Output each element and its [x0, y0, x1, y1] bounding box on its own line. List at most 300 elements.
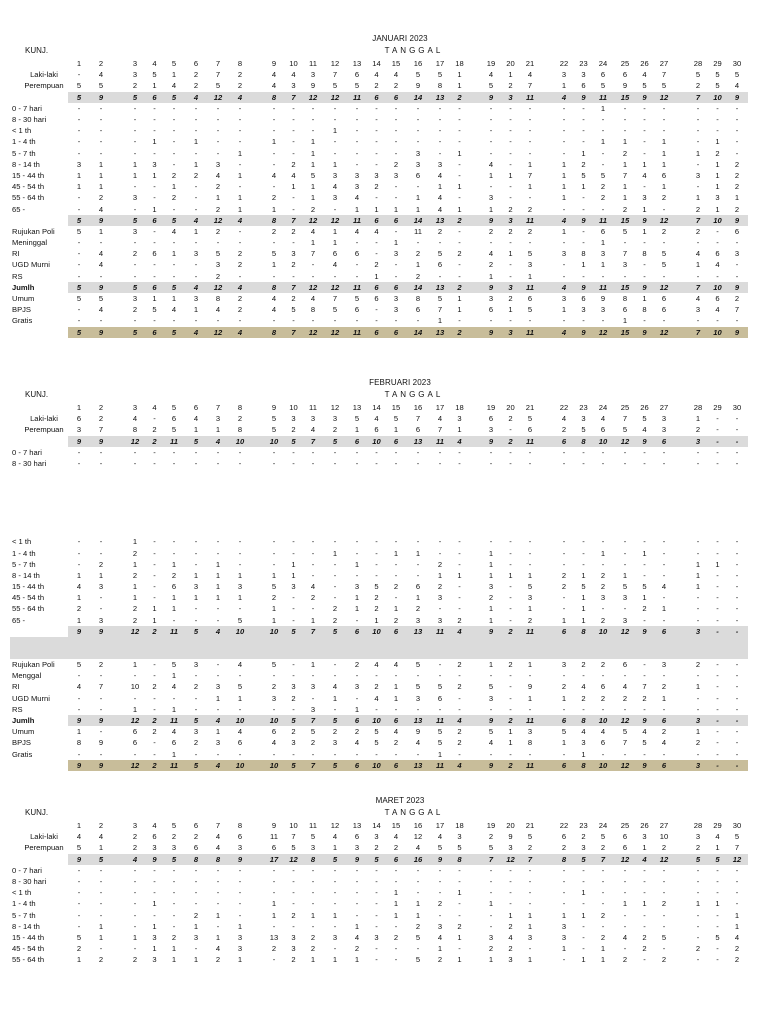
value-cell: 1: [600, 137, 606, 147]
value-cell: -: [172, 103, 176, 113]
value-cell: -: [735, 425, 739, 435]
value-cell: 5: [527, 249, 533, 259]
value-cell: -: [623, 548, 627, 558]
value-cell: [675, 921, 687, 932]
value-cell: 3: [488, 193, 494, 203]
value-cell: 3: [488, 425, 494, 435]
value-cell: [112, 748, 124, 759]
value-cell: -: [528, 671, 532, 681]
value-cell: -: [238, 126, 242, 136]
value-cell: 4: [291, 70, 296, 80]
day-number: 11: [309, 403, 317, 413]
value-cell: -: [238, 888, 242, 898]
value-cell: 8: [642, 249, 647, 259]
row-label: BPJS: [12, 305, 31, 315]
value-cell: -: [416, 137, 420, 147]
value-cell: [251, 327, 263, 338]
value-cell: 3: [642, 193, 647, 203]
value-cell: 9: [527, 682, 533, 692]
value-cell: -: [394, 704, 398, 714]
value-cell: -: [292, 238, 295, 248]
value-cell: 6: [553, 715, 575, 726]
value-cell: 10: [130, 682, 140, 692]
value-cell: -: [643, 704, 646, 714]
value-cell: 5: [185, 626, 207, 637]
value-cell: -: [643, 910, 646, 920]
value-cell: 1: [310, 159, 316, 169]
value-cell: 9: [68, 715, 90, 726]
value-cell: 1: [457, 294, 462, 304]
value-cell: 5: [171, 425, 177, 435]
value-cell: -: [238, 749, 242, 759]
value-cell: -: [662, 749, 666, 759]
value-cell: -: [509, 193, 512, 203]
value-cell: -: [662, 238, 666, 248]
value-cell: -: [133, 671, 137, 681]
value-cell: 1: [415, 548, 421, 558]
value-cell: -: [375, 899, 378, 909]
value-cell: -: [272, 447, 276, 457]
value-cell: 3: [687, 436, 709, 447]
value-cell: -: [662, 537, 666, 547]
value-cell: 1: [622, 899, 628, 909]
value-cell: [468, 547, 480, 558]
value-cell: [468, 125, 480, 136]
value-cell: -: [696, 271, 700, 281]
value-cell: [251, 681, 263, 692]
value-cell: -: [643, 877, 646, 887]
value-cell: 1: [508, 70, 513, 80]
value-cell: 1: [310, 238, 316, 248]
value-cell: [251, 237, 263, 248]
value-cell: 12: [413, 832, 423, 842]
value-cell: 1: [642, 204, 647, 214]
value-cell: -: [375, 671, 378, 681]
value-cell: 1: [152, 899, 157, 909]
value-cell: [541, 282, 553, 293]
value-cell: 5: [310, 727, 316, 737]
value-cell: 5: [324, 626, 346, 637]
value-cell: 3: [437, 921, 443, 931]
empty-cell: [68, 525, 748, 536]
value-cell: -: [562, 459, 566, 469]
row-label: 8 - 14 th: [12, 570, 40, 580]
value-cell: 2: [171, 193, 177, 203]
value-cell: 2: [310, 204, 316, 214]
value-cell: [675, 315, 687, 326]
value-cell: -: [292, 899, 295, 909]
value-cell: -: [216, 238, 220, 248]
value-cell: -: [194, 316, 198, 326]
value-cell: 5: [98, 81, 104, 91]
value-cell: -: [238, 877, 242, 887]
value-cell: [675, 447, 687, 458]
value-cell: -: [172, 877, 176, 887]
value-cell: 4: [229, 282, 251, 293]
value-cell: 3: [622, 615, 628, 625]
value-cell: -: [662, 910, 666, 920]
value-cell: -: [272, 704, 276, 714]
value-cell: -: [133, 103, 137, 113]
value-cell: 1: [171, 249, 177, 259]
value-cell: 2: [695, 425, 701, 435]
value-cell: -: [416, 749, 420, 759]
value-cell: -: [355, 126, 359, 136]
value-cell: 9: [146, 854, 163, 865]
value-cell: -: [272, 749, 276, 759]
value-cell: 3: [581, 843, 586, 853]
value-cell: 9: [90, 436, 112, 447]
day-number: 23: [579, 821, 588, 831]
value-cell: [112, 103, 124, 114]
value-cell: -: [99, 865, 103, 875]
value-cell: 4: [695, 249, 701, 259]
day-number: 20: [506, 59, 515, 69]
value-cell: 1: [508, 570, 513, 580]
value-cell: 2: [354, 660, 360, 670]
value-cell: 7: [291, 832, 296, 842]
value-cell: [468, 203, 480, 214]
value-cell: 4: [374, 693, 379, 703]
value-cell: 12: [124, 626, 146, 637]
value-cell: -: [662, 704, 666, 714]
table-row: [10, 536, 748, 547]
value-cell: -: [77, 193, 81, 203]
day-number: 7: [215, 59, 221, 69]
value-cell: 9: [636, 92, 653, 103]
value-cell: -: [623, 459, 627, 469]
value-cell: [251, 581, 263, 592]
value-cell: 1: [508, 170, 513, 180]
value-cell: 8: [575, 760, 592, 771]
value-cell: -: [355, 671, 359, 681]
value-cell: 7: [642, 682, 647, 692]
value-cell: 9: [622, 81, 628, 91]
value-cell: [675, 842, 687, 853]
day-number-row: [10, 58, 748, 69]
value-cell: 7: [687, 327, 709, 338]
value-cell: 1: [98, 932, 104, 942]
value-cell: [468, 615, 480, 626]
value-cell: 2: [695, 944, 701, 954]
value-cell: 1: [332, 238, 338, 248]
value-cell: 4: [451, 715, 468, 726]
value-cell: -: [375, 704, 378, 714]
value-cell: 1: [332, 226, 338, 236]
table-row: [10, 760, 748, 771]
day-number: 1: [76, 59, 82, 69]
value-cell: 1: [695, 193, 701, 203]
value-cell: -: [662, 944, 666, 954]
value-cell: 4: [553, 327, 575, 338]
value-cell: 1: [561, 226, 567, 236]
value-cell: -: [623, 271, 627, 281]
value-cell: -: [623, 749, 627, 759]
value-cell: 1: [600, 238, 606, 248]
value-cell: 4: [98, 260, 104, 270]
value-cell: 5: [734, 70, 740, 80]
value-cell: 1: [152, 944, 157, 954]
value-cell: 1: [437, 570, 443, 580]
row-label: [10, 854, 68, 865]
value-cell: -: [709, 436, 726, 447]
value-cell: 6: [415, 170, 421, 180]
value-cell: -: [643, 137, 646, 147]
value-cell: 6: [368, 327, 385, 338]
day-number: [541, 58, 553, 69]
value-cell: -: [394, 865, 398, 875]
value-cell: -: [394, 182, 398, 192]
value-cell: 6: [600, 738, 606, 748]
day-number: 2: [98, 403, 104, 413]
table-row: [10, 659, 748, 670]
value-cell: 2: [291, 425, 296, 435]
value-cell: 2: [527, 615, 533, 625]
value-cell: 4: [207, 436, 229, 447]
value-cell: -: [99, 749, 103, 759]
value-cell: -: [311, 103, 315, 113]
value-cell: [468, 447, 480, 458]
value-cell: 3: [527, 727, 533, 737]
value-cell: -: [172, 159, 176, 169]
value-cell: -: [458, 115, 461, 125]
value-cell: -: [77, 148, 81, 158]
value-cell: -: [716, 238, 719, 248]
value-cell: -: [416, 537, 420, 547]
value-cell: 9: [726, 92, 748, 103]
value-cell: -: [643, 660, 646, 670]
value-cell: -: [509, 888, 512, 898]
value-cell: 9: [636, 760, 653, 771]
value-cell: 1: [215, 570, 221, 580]
day-number: 24: [598, 821, 608, 831]
value-cell: 4: [715, 305, 720, 315]
value-cell: 1: [76, 955, 82, 965]
value-cell: 5: [271, 660, 277, 670]
value-cell: [675, 726, 687, 737]
value-cell: 1: [581, 182, 586, 192]
value-cell: 5: [600, 832, 606, 842]
value-cell: -: [438, 103, 442, 113]
value-cell: 3: [310, 682, 316, 692]
value-cell: -: [562, 704, 566, 714]
value-cell: 1: [437, 182, 443, 192]
value-cell: 4: [124, 854, 146, 865]
value-cell: 2: [374, 593, 379, 603]
value-cell: -: [601, 704, 605, 714]
value-cell: 1: [332, 693, 338, 703]
value-cell: [541, 592, 553, 603]
value-cell: 2: [415, 604, 421, 614]
value-cell: 5: [68, 282, 90, 293]
day-number: 26: [640, 821, 649, 831]
value-cell: -: [133, 115, 137, 125]
value-cell: 3: [193, 727, 199, 737]
value-cell: -: [735, 738, 739, 748]
value-cell: 1: [457, 888, 462, 898]
value-cell: 1: [132, 170, 138, 180]
value-cell: -: [375, 865, 378, 875]
value-cell: 2: [734, 159, 740, 169]
value-cell: 5: [124, 92, 146, 103]
value-cell: -: [333, 459, 337, 469]
value-cell: 9: [575, 215, 592, 226]
value-cell: 3: [237, 932, 243, 942]
value-cell: 3: [332, 193, 338, 203]
value-cell: 5: [575, 854, 592, 865]
value-cell: -: [662, 447, 666, 457]
table-row: [10, 248, 748, 259]
value-cell: 6: [622, 843, 628, 853]
value-cell: 4: [215, 305, 221, 315]
value-cell: -: [394, 193, 398, 203]
value-cell: -: [333, 865, 337, 875]
value-cell: 3: [193, 294, 199, 304]
value-cell: -: [272, 548, 276, 558]
value-cell: [251, 282, 263, 293]
visit-table: [10, 820, 748, 965]
value-cell: -: [333, 671, 337, 681]
value-cell: -: [153, 537, 156, 547]
value-cell: [468, 737, 480, 748]
value-cell: -: [458, 604, 461, 614]
value-cell: 1: [642, 548, 647, 558]
value-cell: [468, 304, 480, 315]
value-cell: -: [623, 671, 627, 681]
value-cell: 1: [581, 260, 586, 270]
value-cell: 3: [393, 305, 399, 315]
value-cell: 1: [622, 159, 628, 169]
value-cell: -: [133, 910, 137, 920]
value-cell: 1: [715, 182, 720, 192]
value-cell: -: [528, 704, 532, 714]
value-cell: 3: [415, 148, 421, 158]
value-cell: 1: [457, 305, 462, 315]
value-cell: -: [696, 888, 700, 898]
value-cell: -: [333, 660, 337, 670]
value-cell: 3: [132, 193, 138, 203]
value-cell: 3: [527, 593, 533, 603]
value-cell: -: [528, 865, 532, 875]
value-cell: 1: [310, 910, 316, 920]
value-cell: -: [133, 693, 137, 703]
value-cell: 3: [98, 615, 104, 625]
value-cell: 1: [291, 559, 296, 569]
row-label: 15 - 44 th: [12, 582, 45, 592]
value-cell: 9: [90, 626, 112, 637]
table-row: [10, 480, 748, 491]
value-cell: 1: [393, 548, 399, 558]
value-cell: 3: [661, 425, 667, 435]
value-cell: 1: [600, 260, 606, 270]
value-cell: 5: [661, 81, 667, 91]
value-cell: 1: [76, 615, 82, 625]
value-cell: 5: [271, 425, 277, 435]
row-label: Jumlh: [10, 715, 68, 726]
value-cell: -: [416, 182, 420, 192]
value-cell: -: [153, 316, 156, 326]
value-cell: 4: [451, 760, 468, 771]
value-cell: 3: [215, 260, 221, 270]
value-cell: [541, 932, 553, 943]
value-cell: 2: [508, 921, 513, 931]
value-cell: 10: [368, 715, 385, 726]
value-cell: [468, 136, 480, 147]
value-cell: 5: [488, 843, 494, 853]
value-cell: -: [99, 593, 103, 603]
value-cell: 12: [124, 436, 146, 447]
value-cell: [675, 536, 687, 547]
day-number: [468, 58, 480, 69]
value-cell: 3: [393, 294, 399, 304]
table-row: [10, 693, 748, 704]
value-cell: -: [438, 704, 442, 714]
value-cell: 1: [600, 944, 606, 954]
value-cell: 1: [437, 749, 443, 759]
value-cell: -: [643, 459, 646, 469]
value-cell: 3: [76, 159, 82, 169]
day-number: [251, 402, 263, 413]
value-cell: 5: [437, 249, 443, 259]
value-cell: 1: [600, 548, 606, 558]
value-cell: -: [735, 126, 739, 136]
value-cell: -: [716, 316, 719, 326]
day-number: 3: [132, 59, 138, 69]
value-cell: -: [438, 537, 442, 547]
value-cell: 3: [561, 294, 567, 304]
value-cell: 3: [581, 70, 586, 80]
value-cell: [112, 181, 124, 192]
row-label: Perempuan: [24, 425, 64, 435]
value-cell: -: [333, 921, 337, 931]
value-cell: 1: [508, 249, 513, 259]
value-cell: -: [153, 660, 156, 670]
value-cell: -: [716, 693, 719, 703]
value-cell: -: [172, 537, 176, 547]
value-cell: -: [172, 115, 176, 125]
value-cell: 1: [527, 159, 533, 169]
value-cell: 1: [715, 843, 720, 853]
row-label: [10, 480, 68, 491]
value-cell: [468, 626, 480, 637]
value-cell: -: [623, 921, 627, 931]
value-cell: 4: [600, 414, 606, 424]
value-cell: 3: [332, 932, 338, 942]
value-cell: -: [172, 148, 176, 158]
value-cell: [675, 581, 687, 592]
table-row: [10, 842, 748, 853]
value-cell: [112, 327, 124, 338]
value-cell: 5: [374, 727, 379, 737]
value-cell: 5: [171, 660, 177, 670]
table-row: [10, 458, 748, 469]
value-cell: 1: [237, 148, 243, 158]
table-row: [10, 603, 748, 614]
value-cell: [468, 693, 480, 704]
value-cell: 6: [600, 226, 606, 236]
value-cell: -: [489, 888, 493, 898]
value-cell: 10: [659, 832, 669, 842]
value-cell: 3: [152, 843, 157, 853]
value-cell: 3: [508, 843, 513, 853]
value-cell: -: [77, 693, 81, 703]
row-label: Gratis: [12, 749, 33, 759]
value-cell: -: [153, 103, 156, 113]
value-cell: 12: [614, 626, 636, 637]
value-cell: -: [528, 148, 532, 158]
visit-table: [10, 58, 748, 338]
value-cell: -: [528, 459, 532, 469]
